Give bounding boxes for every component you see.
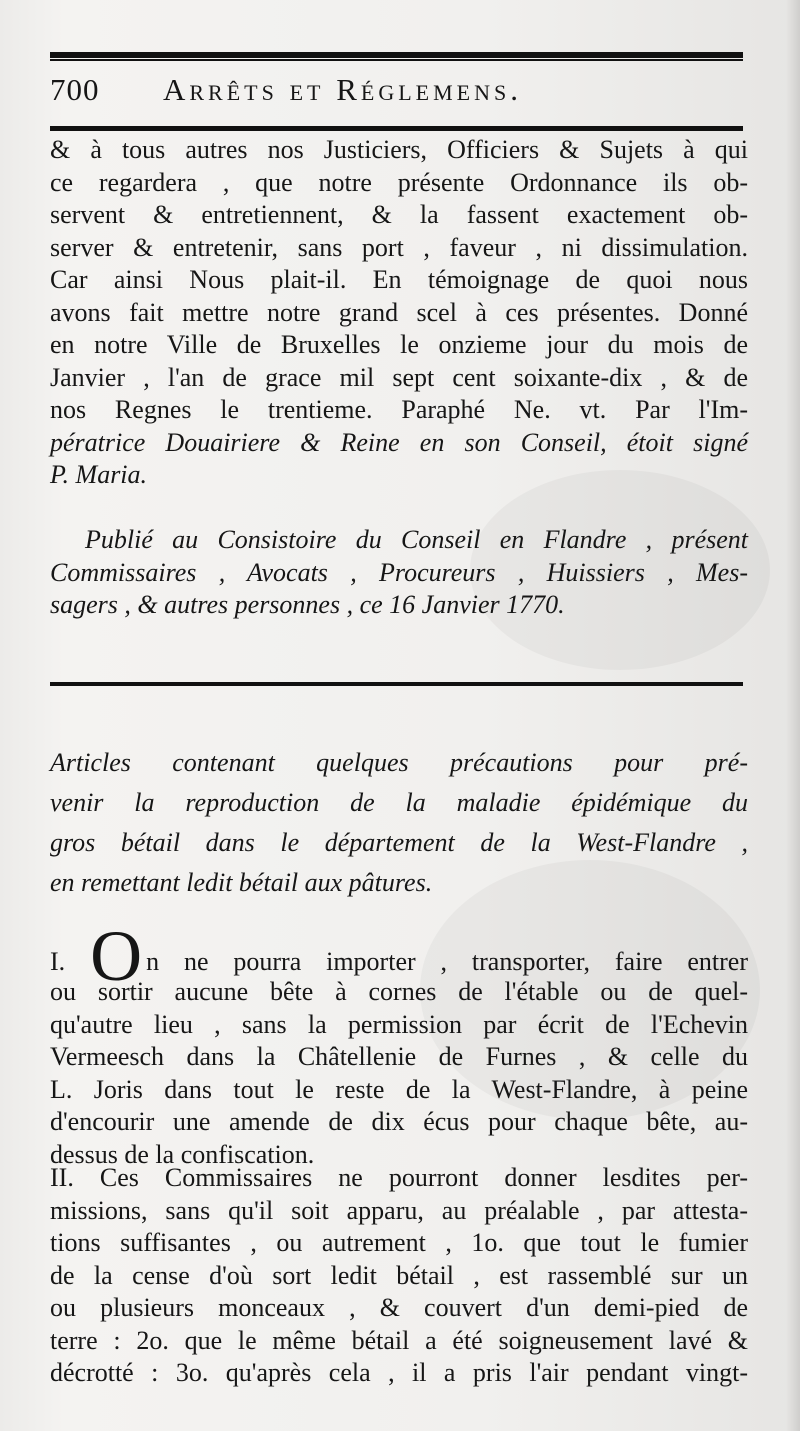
text-line: ou sortir aucune bête à cornes de l'étable ou de quel- bbox=[50, 977, 748, 1006]
text-line: nos Regnes le trentieme. Paraphé Ne. vt. Par l'Im- bbox=[50, 395, 748, 424]
text-line: dessus de la confiscation. bbox=[50, 1139, 315, 1169]
text-line: server & entretenir, sans port , faveur , ni dissimulation. bbox=[50, 232, 748, 262]
text-line: en notre Ville de Bruxelles le onzieme jour du mois de bbox=[50, 330, 748, 359]
header-rule-thin bbox=[50, 59, 743, 61]
text-line: Commissaires , Avocats , Procureurs , Huissiers , Mes- bbox=[50, 557, 748, 587]
drop-cap: O bbox=[90, 916, 143, 996]
text-line: terre : 2o. que le même bétail a été soigneusement lavé & bbox=[50, 1325, 748, 1355]
articles-heading bbox=[50, 743, 748, 903]
text-line: Publié au Consistoire du Conseil en Flandre , présent bbox=[85, 525, 748, 554]
text-line: & à tous autres nos Justiciers, Officiers & Sujets à qui bbox=[50, 135, 748, 164]
text-line: servent & entretiennent, & la fassent exactement ob- bbox=[50, 200, 748, 229]
text-line: tions suffisantes , ou autrement , 1o. que tout le fumier bbox=[50, 1228, 748, 1257]
publication-note bbox=[50, 524, 748, 622]
text-line: L. Joris dans tout le reste de la West-Flandre, à peine bbox=[50, 1074, 748, 1104]
text-line: de la cense d'où sort ledit bétail , est rassemblé sur un bbox=[50, 1260, 748, 1290]
article-2 bbox=[50, 1162, 748, 1390]
text-line: missions, sans qu'il soit apparu, au préalable , par attesta- bbox=[50, 1195, 748, 1225]
header-bottom-rule bbox=[50, 126, 743, 131]
text-line: P. Maria. bbox=[50, 460, 148, 489]
page-number: 700 bbox=[50, 72, 100, 107]
running-head: Arrêts et Réglemens. bbox=[163, 72, 522, 107]
text-line: II. Ces Commissaires ne pourront donner lesdites per- bbox=[50, 1163, 748, 1192]
text-line: ou plusieurs monceaux , & couvert d'un demi-pied de bbox=[50, 1293, 748, 1322]
text-line: Janvier , l'an de grace mil sept cent soixante-dix , & de bbox=[50, 362, 748, 392]
heading-line: Articles contenant quelques précautions pour pré- bbox=[50, 748, 748, 777]
article-1 bbox=[50, 916, 748, 1171]
text-line: sagers , & autres personnes , ce 16 Janvier 1770. bbox=[50, 590, 565, 619]
page-edge-shadow bbox=[786, 0, 800, 1431]
text-line: Vermeesch dans la Châtellenie de Furnes , & celle du bbox=[50, 1042, 748, 1071]
article-number: I. bbox=[50, 947, 66, 976]
text-line: qu'autre lieu , sans la permission par écrit de l'Echevin bbox=[50, 1009, 748, 1039]
page-header bbox=[50, 68, 750, 112]
article-1-first-line: n ne pourra importer , transporter, faire entrer bbox=[146, 947, 748, 976]
text-line: pératrice Douairiere & Reine en son Conseil, étoit signé bbox=[50, 427, 748, 457]
text-line: ce regardera , que notre présente Ordonnance ils ob- bbox=[50, 167, 748, 197]
text-line: Car ainsi Nous plait-il. En témoignage de quoi nous bbox=[50, 265, 748, 294]
text-line: d'encourir une amende de dix écus pour chaque bête, au- bbox=[50, 1107, 748, 1136]
decree-paragraph bbox=[50, 134, 748, 492]
text-line: avons fait mettre notre grand scel à ces présentes. Donné bbox=[50, 297, 748, 327]
section-separator-rule bbox=[50, 682, 743, 686]
heading-line: gros bétail dans le département de la West-Flandre , bbox=[50, 828, 748, 857]
header-rule-thick bbox=[50, 52, 743, 58]
text-line: décrotté : 3o. qu'après cela , il a pris l'air pendant vingt- bbox=[50, 1358, 748, 1387]
heading-line: en remettant ledit bétail aux pâtures. bbox=[50, 868, 433, 897]
heading-line: venir la reproduction de la maladie épidémique du bbox=[50, 788, 748, 817]
